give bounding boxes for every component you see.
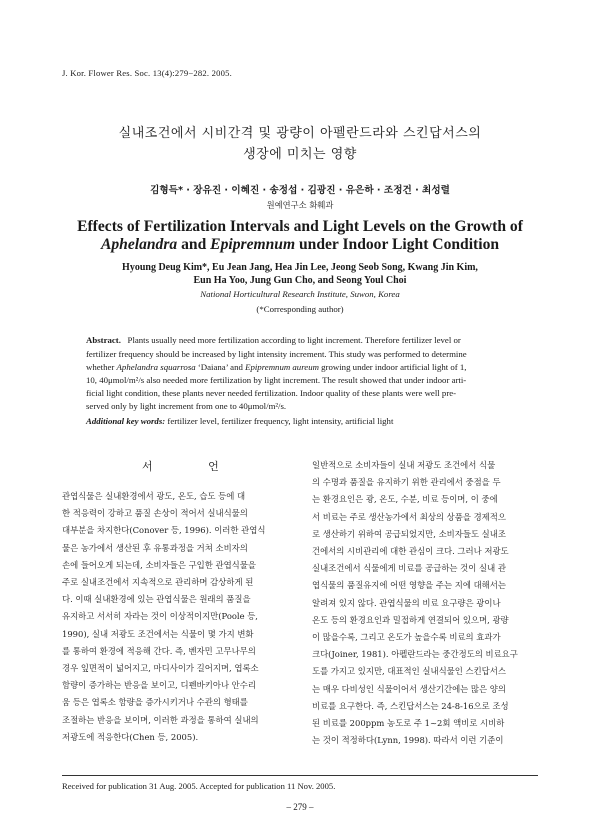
body-text-line: 주로 실내조건에서 지속적으로 관리하며 감상하게 된 (62, 577, 254, 587)
body-text-line: 함량이 증가하는 반응을 보이고, 디펜바키아나 안수리 (62, 680, 256, 691)
affiliation-english: National Horticultural Research Institute, Suwon, Korea (200, 289, 400, 299)
body-text-line: 실내조건에서 식물에게 비료를 공급하는 것이 실내 관 (312, 563, 506, 574)
keywords-label: Additional key words: (86, 416, 166, 426)
body-text-line: 된 비료를 200ppm 농도로 주 1~2회 액비로 시비하 (312, 718, 505, 728)
body-text-line: 는 것이 적정하다(Lynn, 1998). 따라서 이런 기준이 (312, 735, 504, 746)
body-text-line: 손에 들어오게 되는데, 소비자들은 구입한 관엽식물을 (62, 559, 256, 570)
body-text-line: 의 수명과 품질을 유지하기 위한 관리에서 중점을 두 (312, 477, 501, 488)
body-text-line: 건에서의 시비관리에 대한 관심이 크다. 그러나 저광도 (312, 546, 509, 556)
abstract-line: 10, 40μmol/m²/s also needed more fertilization by light increment. The result showed that under indoor arti- (86, 375, 467, 385)
footnote-rule (62, 775, 538, 776)
body-text-line: 를 통하여 환경에 적응해 간다. 즉, 벤자민 고무나무의 (62, 645, 256, 656)
body-text-line: 로 생산하기 위하여 공급되었지만, 소비자들도 실내조 (312, 528, 506, 539)
body-text-line: 온도 등의 환경요인과 밀접하게 연결되어 있으며, 광량 (312, 614, 509, 625)
genus-epipremnum: Epipremnum (210, 236, 296, 253)
abstract-label: Abstract. (86, 335, 121, 345)
body-text-line: 다. 이때 실내환경에 있는 관엽식물은 원래의 품질을 (62, 594, 251, 605)
body-text-line: 알려져 있지 않다. 관엽식물의 비료 요구량은 광이나 (312, 597, 501, 608)
body-text-line: 도를 가지고 있지만, 대표적인 실내식물인 스킨답서스 (312, 666, 506, 677)
footnote-received: Received for publication 31 Aug. 2005. Accepted for publication 11 Nov. 2005. (62, 781, 336, 791)
body-text-line: 크다(Joiner, 1981). 아펠란드라는 중간정도의 비료요구 (312, 649, 518, 660)
body-text-line: 유지하고 서서히 자라는 것이 이상적이지만(Poole 등, (62, 611, 258, 622)
authors-english-line-2: Eun Ha Yoo, Jung Gun Cho, and Seong Youl Choi (193, 275, 407, 286)
body-text-line: 물은 농가에서 생산된 후 유통과정을 거쳐 소비자의 (62, 542, 248, 553)
abstract-line: whether Aphelandra squarrosa ‘Daiana’ and Epipremnum aureum growing under indoor artificial light of 1, (86, 362, 467, 372)
page-number: – 279 – (286, 802, 314, 812)
title-korean-line-1: 실내조건에서 시비간격 및 광량이 아펠란드라와 스킨답서스의 (118, 126, 482, 141)
authors-korean: 김형득* · 장유진 · 이혜진 · 송정섭 · 김광진 · 유은하 · 조정건 · 최성렬 (150, 185, 450, 196)
body-text-line: 대부분을 차지한다(Conover 등, 1996). 이러한 관엽식 (62, 525, 266, 536)
body-text-line: 저광도에 적응한다(Chen 등, 2005). (62, 731, 199, 742)
title-korean-line-2: 생장에 미치는 영향 (243, 147, 357, 162)
body-text-line: 움 등은 엽록소 함량을 증가시키거나 수관의 형태를 (62, 697, 248, 708)
abstract-line: ficial light condition, these plants never needed fertilization. Indoor quality of these plants were well pre- (86, 388, 457, 398)
affiliation-korean: 원예연구소 화훼과 (266, 200, 334, 210)
body-text-line: 1990), 실내 저광도 조건에서는 식물이 몇 가지 변화 (62, 628, 254, 639)
keywords: Additional key words: fertilizer level, fertilizer frequency, light intensity, artificial light (86, 416, 394, 426)
body-text-line: 경우 잎면적이 넓어지고, 마디사이가 길어지며, 엽록소 (62, 663, 259, 673)
body-text-line: 비료를 요구한다. 즉, 스킨답서스는 24-8-16으로 조성 (312, 700, 509, 711)
body-text-line: 이 많을수록, 그리고 온도가 높을수록 비료의 효과가 (312, 632, 501, 642)
body-text-line: 관엽식물은 실내환경에서 광도, 온도, 습도 등에 대 (62, 491, 246, 501)
section-heading-introduction: 서 언 (142, 460, 245, 473)
abstract-line: Abstract. Plants usually need more fertilization according to light increment. Therefore fertilizer level or (86, 335, 461, 345)
genus-aphelandra: Aphelandra (100, 236, 178, 253)
body-text-line: 엽식물의 품질유지에 어떤 영향을 주는 지에 대해서는 (312, 580, 506, 591)
authors-english-line-1: Hyoung Deug Kim*, Eu Jean Jang, Hea Jin Lee, Jeong Seob Song, Kwang Jin Kim, (122, 262, 478, 273)
corresponding-author-note: (*Corresponding author) (256, 304, 344, 314)
abstract-line: served only by light increment from one to 40μmol/m²/s. (86, 401, 287, 411)
title-english-line-2: Aphelandra and Epipremnum under Indoor Light Condition (100, 236, 500, 253)
body-text-line: 는 환경요인은 광, 온도, 수분, 비료 등이며, 이 중에 (312, 494, 498, 505)
title-english-line-1: Effects of Fertilization Intervals and Light Levels on the Growth of (77, 218, 523, 235)
body-text-line: 한 적응력이 강하고 품질 손상이 적어서 실내식물의 (62, 508, 248, 519)
body-text-line: 서 비료는 주로 생산농가에서 최상의 상품을 경제적으 (312, 511, 506, 522)
body-text-line: 조절하는 반응을 보이며, 이러한 과정을 통하여 실내의 (62, 714, 259, 725)
body-text-line: 일반적으로 소비자들이 실내 저광도 조건에서 식물 (312, 460, 496, 470)
body-text-line: 는 매우 다비성인 식물이어서 생산기간에는 많은 양의 (312, 683, 506, 694)
journal-citation: J. Kor. Flower Res. Soc. 13(4):279−282. 2005. (62, 68, 232, 78)
abstract-line: fertilizer frequency should be increased by light intensity increment. This study was performed to determine (86, 349, 467, 359)
